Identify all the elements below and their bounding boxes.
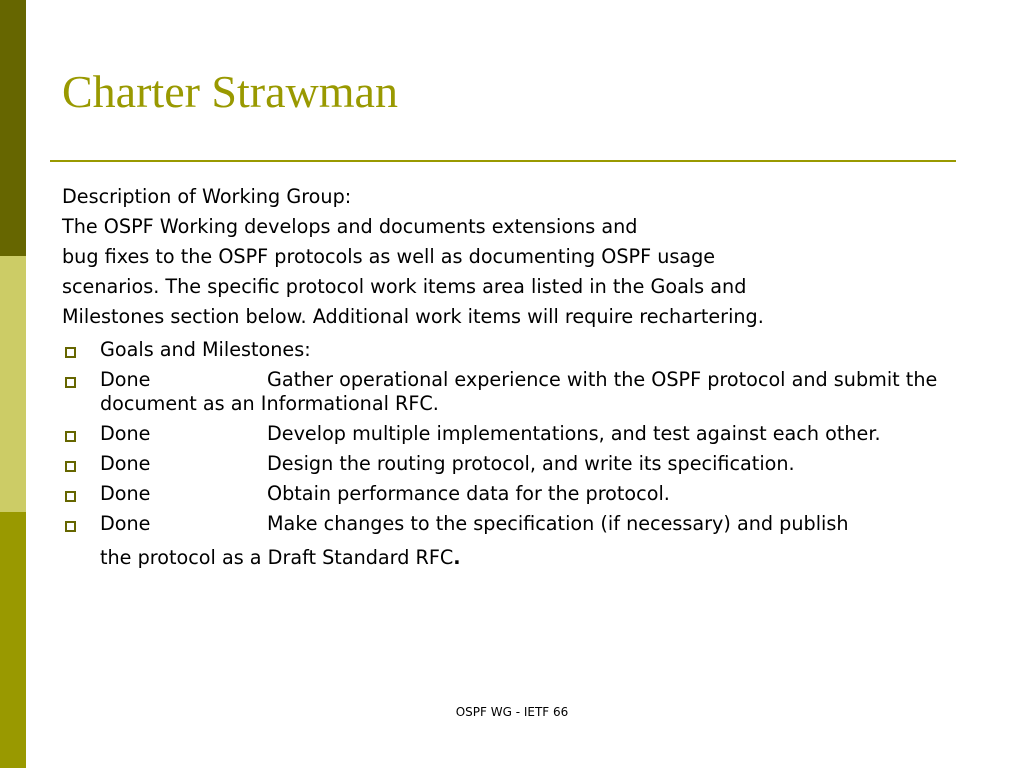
milestone-text: Obtain performance data for the protocol. xyxy=(267,482,670,505)
milestone-status: Done xyxy=(100,482,151,505)
milestone-item xyxy=(62,446,972,476)
milestone-item xyxy=(62,476,972,506)
slide-title: Charter Strawman xyxy=(62,66,398,117)
hollow-square-icon xyxy=(65,491,76,502)
title-underline xyxy=(50,160,956,162)
description-line: The OSPF Working develops and documents extensions and xyxy=(62,215,638,238)
milestone-final-period: . xyxy=(453,546,461,569)
milestone-status: Done xyxy=(100,452,151,475)
sidebar-stripe-dark xyxy=(0,0,26,256)
description-line: bug fixes to the OSPF protocols as well as documenting OSPF usage xyxy=(62,245,716,268)
sidebar-stripe-light xyxy=(0,256,26,512)
description-line: Milestones section below. Additional work items will require rechartering. xyxy=(62,305,764,328)
description-line: scenarios. The specific protocol work items area listed in the Goals and xyxy=(62,275,747,298)
milestone-text: Gather operational experience with the OSPF protocol and submit the document as an Informational RFC. xyxy=(100,368,938,415)
bullet-goals-heading xyxy=(62,332,972,362)
slide-footer: OSPF WG - IETF 66 xyxy=(455,705,569,719)
milestone-text-continuation: the protocol as a Draft Standard RFC xyxy=(100,546,454,569)
milestone-item xyxy=(62,362,972,416)
hollow-square-icon xyxy=(65,461,76,472)
sidebar-stripe-mid xyxy=(0,512,26,768)
hollow-square-icon xyxy=(65,377,76,388)
hollow-square-icon xyxy=(65,347,76,358)
milestone-status: Done xyxy=(100,512,151,535)
bullet-text: Goals and Milestones: xyxy=(100,338,311,361)
bullet-list xyxy=(62,332,972,570)
milestone-text: Develop multiple implementations, and test against each other. xyxy=(267,422,881,445)
slide-body xyxy=(62,182,972,570)
hollow-square-icon xyxy=(65,521,76,532)
milestone-text: Make changes to the specification (if necessary) and publish xyxy=(267,512,849,535)
milestone-item xyxy=(62,416,972,446)
milestone-item xyxy=(62,506,972,570)
hollow-square-icon xyxy=(65,431,76,442)
milestone-status: Done xyxy=(100,368,151,391)
milestone-status: Done xyxy=(100,422,151,445)
milestone-text: Design the routing protocol, and write its specification. xyxy=(267,452,795,475)
description-line: Description of Working Group: xyxy=(62,185,352,208)
